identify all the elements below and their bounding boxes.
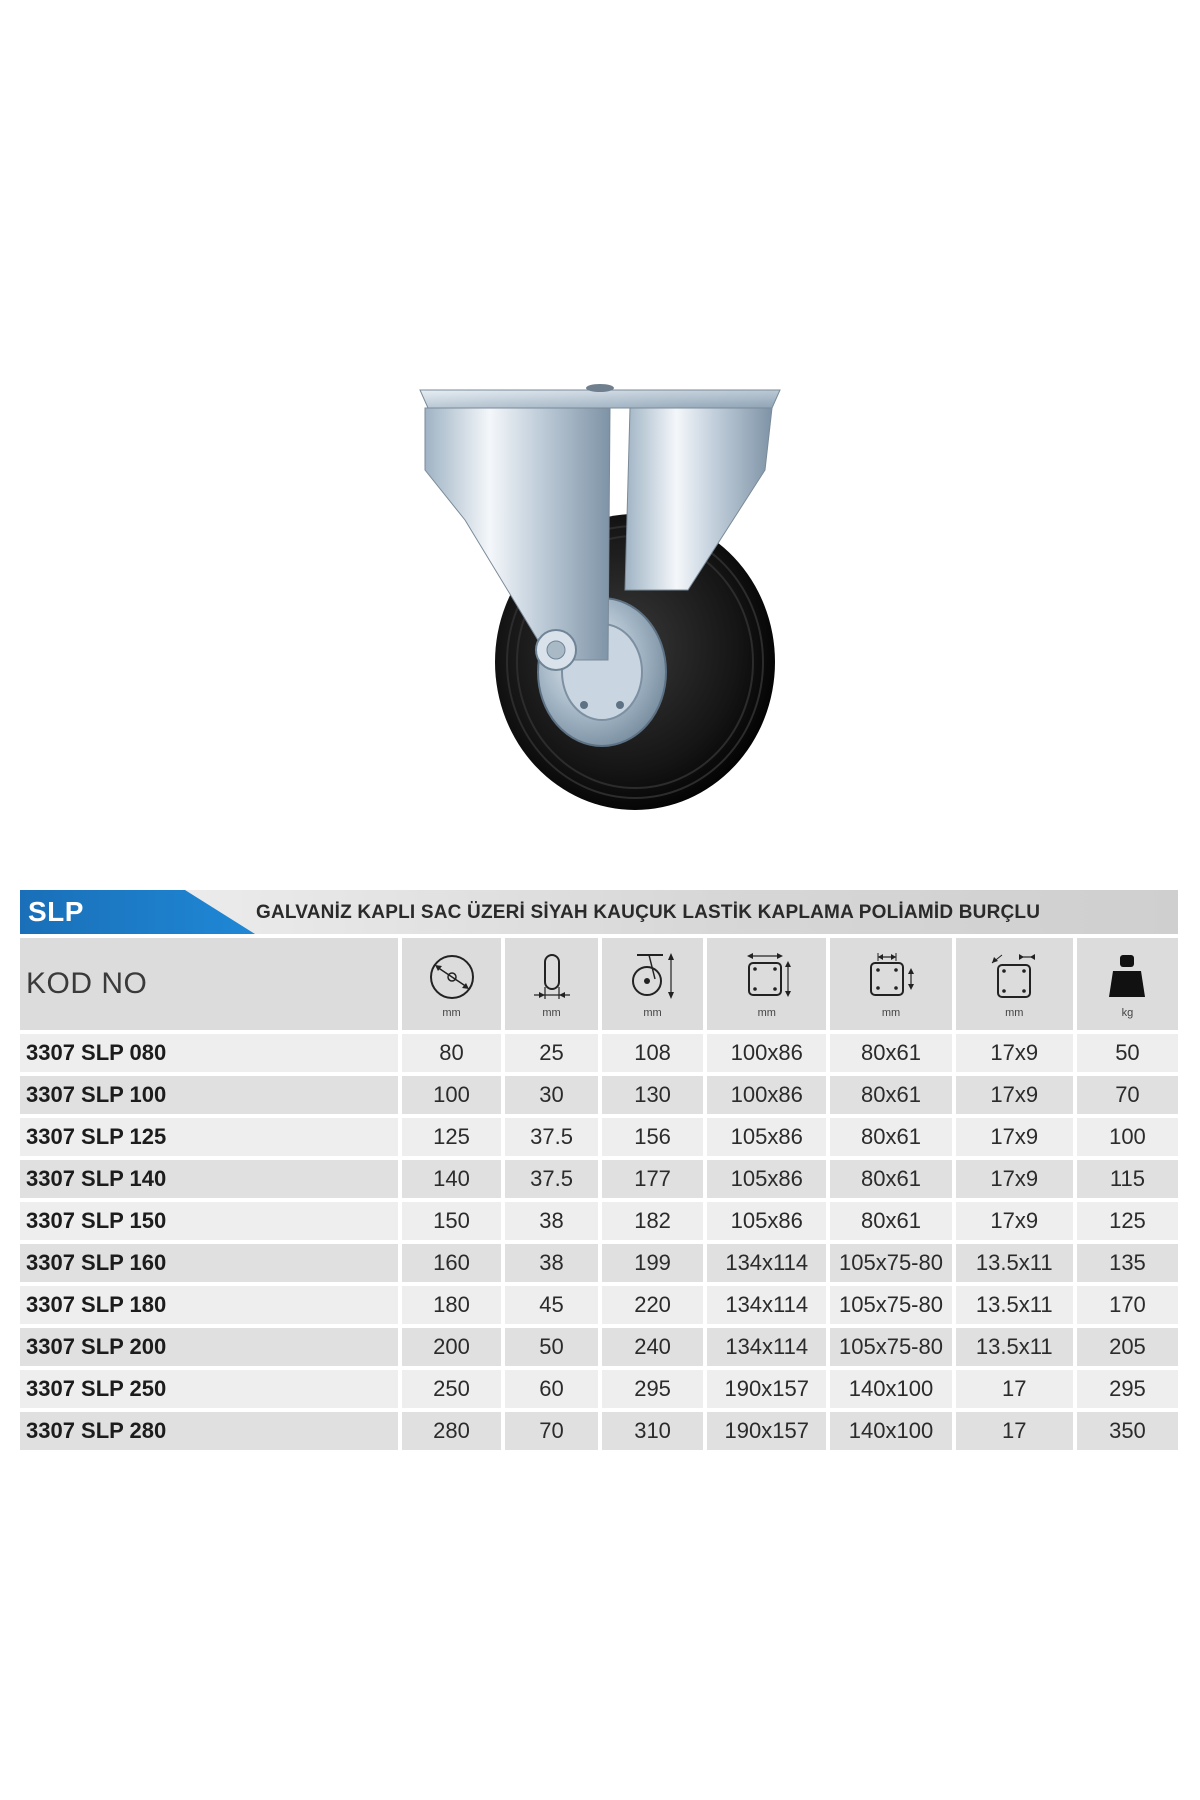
- cell-load: 50: [1077, 1034, 1178, 1072]
- cell-plate: 100x86: [707, 1034, 826, 1072]
- cell-diameter: 200: [402, 1328, 501, 1366]
- weight-icon: [1099, 949, 1155, 1005]
- cell-code: 3307 SLP 200: [20, 1328, 398, 1366]
- cell-code: 3307 SLP 250: [20, 1370, 398, 1408]
- wheel-diameter-icon: [424, 949, 480, 1005]
- cell-width: 60: [505, 1370, 598, 1408]
- cell-diameter: 160: [402, 1244, 501, 1282]
- title-bar: [20, 890, 1178, 934]
- cell-bolt: 13.5x11: [956, 1328, 1073, 1366]
- cell-code: 3307 SLP 080: [20, 1034, 398, 1072]
- cell-width: 37.5: [505, 1160, 598, 1198]
- cell-bolt: 17: [956, 1412, 1073, 1450]
- cell-plate: 190x157: [707, 1370, 826, 1408]
- unit-label: mm: [881, 1007, 901, 1019]
- unit-label: mm: [1005, 1007, 1024, 1019]
- cell-diameter: 250: [402, 1370, 501, 1408]
- cell-width: 30: [505, 1076, 598, 1114]
- cell-plate: 134x114: [707, 1328, 826, 1366]
- cell-width: 38: [505, 1202, 598, 1240]
- cell-height: 177: [602, 1160, 703, 1198]
- unit-label: mm: [643, 1007, 662, 1019]
- table-row: [20, 1244, 1178, 1282]
- cell-load: 100: [1077, 1118, 1178, 1156]
- cell-diameter: 280: [402, 1412, 501, 1450]
- cell-plate: 105x86: [707, 1118, 826, 1156]
- cell-height: 310: [602, 1412, 703, 1450]
- cell-code: 3307 SLP 125: [20, 1118, 398, 1156]
- table-row: [20, 1076, 1178, 1114]
- cell-load: 170: [1077, 1286, 1178, 1324]
- cell-holes: 80x61: [830, 1160, 951, 1198]
- cell-load: 115: [1077, 1160, 1178, 1198]
- cell-load: 295: [1077, 1370, 1178, 1408]
- cell-bolt: 17x9: [956, 1202, 1073, 1240]
- table-row: [20, 1286, 1178, 1324]
- cell-holes: 80x61: [830, 1034, 951, 1072]
- cell-height: 130: [602, 1076, 703, 1114]
- cell-diameter: 140: [402, 1160, 501, 1198]
- cell-diameter: 100: [402, 1076, 501, 1114]
- cell-load: 205: [1077, 1328, 1178, 1366]
- cell-bolt: 17x9: [956, 1118, 1073, 1156]
- hole-spacing-header: [830, 938, 951, 1030]
- top-plate: [420, 390, 780, 408]
- cell-height: 199: [602, 1244, 703, 1282]
- cell-code: 3307 SLP 150: [20, 1202, 398, 1240]
- cell-bolt: 17: [956, 1370, 1073, 1408]
- cell-bolt: 17x9: [956, 1034, 1073, 1072]
- cell-plate: 105x86: [707, 1160, 826, 1198]
- cell-diameter: 150: [402, 1202, 501, 1240]
- cell-width: 25: [505, 1034, 598, 1072]
- cell-code: 3307 SLP 140: [20, 1160, 398, 1198]
- cell-plate: 105x86: [707, 1202, 826, 1240]
- cell-load: 70: [1077, 1076, 1178, 1114]
- cell-code: 3307 SLP 280: [20, 1412, 398, 1450]
- product-image: [370, 360, 830, 820]
- cell-holes: 105x75-80: [830, 1244, 951, 1282]
- cell-diameter: 180: [402, 1286, 501, 1324]
- cell-bolt: 13.5x11: [956, 1286, 1073, 1324]
- bolt-hole-header: [956, 938, 1073, 1030]
- load-capacity-header: [1077, 938, 1178, 1030]
- cell-plate: 100x86: [707, 1076, 826, 1114]
- cell-height: 156: [602, 1118, 703, 1156]
- plate-size-icon: [739, 949, 795, 1005]
- total-height-icon: [625, 949, 681, 1005]
- spec-grid: [16, 934, 1182, 1454]
- series-label: SLP: [28, 896, 84, 927]
- cell-height: 295: [602, 1370, 703, 1408]
- table-row: [20, 1202, 1178, 1240]
- table-row: [20, 1034, 1178, 1072]
- bolt-hole-icon: [986, 949, 1042, 1005]
- cell-width: 70: [505, 1412, 598, 1450]
- table-row: [20, 1370, 1178, 1408]
- cell-code: 3307 SLP 180: [20, 1286, 398, 1324]
- product-description: GALVANİZ KAPLI SAC ÜZERİ SİYAH KAUÇUK LASTİK KAPLAMA POLİAMİD BURÇLU: [256, 902, 1041, 923]
- hole-spacing-icon: [863, 949, 919, 1005]
- cell-height: 182: [602, 1202, 703, 1240]
- table-body: [20, 1034, 1178, 1450]
- cell-height: 240: [602, 1328, 703, 1366]
- cell-plate: 134x114: [707, 1286, 826, 1324]
- header-row: [20, 938, 1178, 1030]
- cell-holes: 105x75-80: [830, 1328, 951, 1366]
- cell-holes: 140x100: [830, 1370, 951, 1408]
- cell-holes: 80x61: [830, 1118, 951, 1156]
- cell-plate: 134x114: [707, 1244, 826, 1282]
- table-row: [20, 1328, 1178, 1366]
- cell-load: 125: [1077, 1202, 1178, 1240]
- cell-height: 108: [602, 1034, 703, 1072]
- table-row: [20, 1118, 1178, 1156]
- plate-size-header: [707, 938, 826, 1030]
- table-row: [20, 1160, 1178, 1198]
- right-bracket: [625, 408, 772, 590]
- cell-load: 135: [1077, 1244, 1178, 1282]
- cell-width: 50: [505, 1328, 598, 1366]
- cell-diameter: 80: [402, 1034, 501, 1072]
- table-row: [20, 1412, 1178, 1450]
- wheel-width-header: [505, 938, 598, 1030]
- cell-code: 3307 SLP 160: [20, 1244, 398, 1282]
- spec-table: [20, 890, 1178, 1454]
- castor-wheel-illustration: [370, 360, 830, 820]
- cell-width: 37.5: [505, 1118, 598, 1156]
- cell-plate: 190x157: [707, 1412, 826, 1450]
- cell-bolt: 13.5x11: [956, 1244, 1073, 1282]
- cell-code: 3307 SLP 100: [20, 1076, 398, 1114]
- total-height-header: [602, 938, 703, 1030]
- unit-label: mm: [442, 1007, 461, 1019]
- cell-bolt: 17x9: [956, 1076, 1073, 1114]
- cell-diameter: 125: [402, 1118, 501, 1156]
- unit-label: mm: [757, 1007, 776, 1019]
- cell-width: 38: [505, 1244, 598, 1282]
- cell-holes: 105x75-80: [830, 1286, 951, 1324]
- cell-holes: 80x61: [830, 1202, 951, 1240]
- cell-holes: 80x61: [830, 1076, 951, 1114]
- code-header: KOD NO: [20, 938, 398, 1030]
- unit-label: mm: [542, 1007, 561, 1019]
- cell-width: 45: [505, 1286, 598, 1324]
- wheel-diameter-header: [402, 938, 501, 1030]
- cell-bolt: 17x9: [956, 1160, 1073, 1198]
- wheel-width-icon: [524, 949, 580, 1005]
- unit-label: kg: [1121, 1007, 1134, 1019]
- cell-holes: 140x100: [830, 1412, 951, 1450]
- cell-height: 220: [602, 1286, 703, 1324]
- cell-load: 350: [1077, 1412, 1178, 1450]
